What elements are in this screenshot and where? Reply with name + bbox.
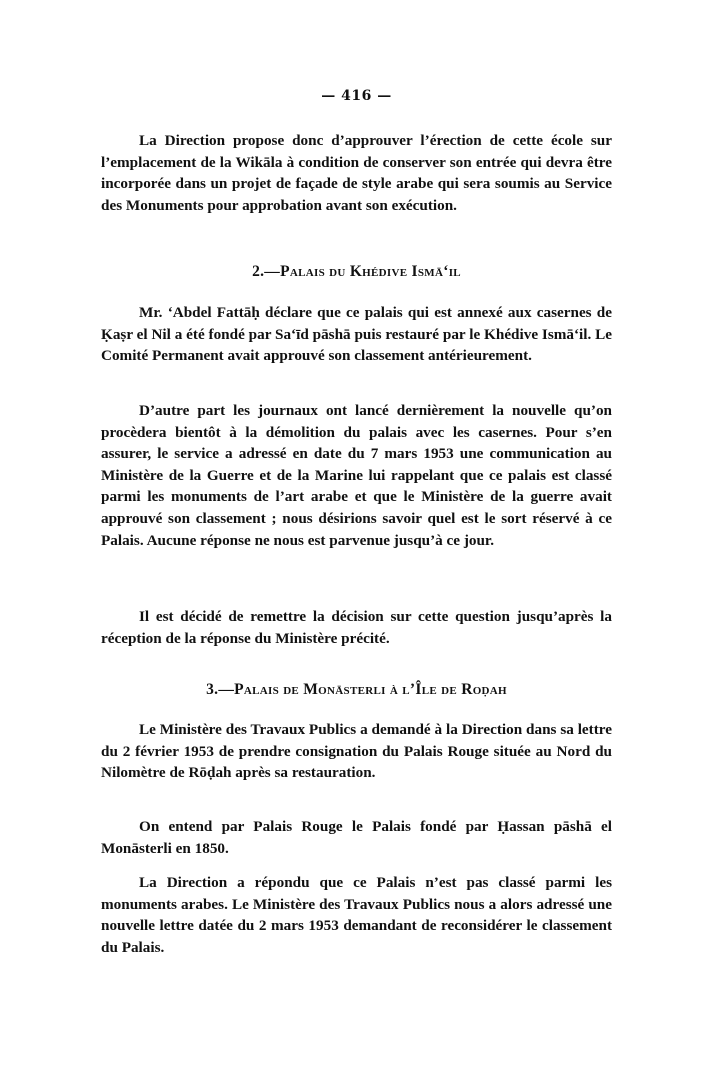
paragraph-abdel-fattah: Mr. ‘Abdel Fattāḥ déclare que ce palais qui est annexé aux casernes de Ḳaṣr el Nil a été fondé par Sa‘īd pāshā puis restauré par le Khédive Ismā‘il. Le Comité Permanent avait approuvé son classement antérieurement. bbox=[101, 304, 612, 365]
paragraph-decision: Il est décidé de remettre la décision sur cette question jusqu’après la réception de la réponse du Ministère précité. bbox=[101, 608, 612, 647]
page-number: — 416 — bbox=[321, 88, 392, 104]
heading-palais-khedive: 2.—Palais du Khédive Ismā‘il bbox=[252, 263, 461, 280]
paragraph-palais-rouge: On entend par Palais Rouge le Palais fondé par Ḥassan pāshā el Monāsterli en 1850. bbox=[101, 818, 612, 857]
heading-palais-monasterli: 3.—Palais de Monāsterli à l’Île de Roḍah bbox=[206, 681, 507, 698]
paragraph-direction-reponse: La Direction a répondu que ce Palais n’est pas classé parmi les monuments arabes. Le Ministère des Travaux Publics nous a alors adressé une nouvelle lettre datée du 2 mars 1953 demandant de reconsidérer le classement du Palais. bbox=[101, 874, 612, 956]
paragraph-wikala: La Direction propose donc d’approuver l’érection de cette école sur l’emplacement de la Wikāla à condition de conserver son entrée qui devra être incorporée dans un projet de façade de style arabe qui sera soumis au Service des Monuments pour approbation avant son exécution. bbox=[101, 132, 612, 214]
paragraph-journaux: D’autre part les journaux ont lancé dernièrement la nouvelle qu’on procèdera bientôt à la démolition du palais avec les casernes. Pour s’en assurer, le service a adressé en date du 7 mars 1953 une communication au Ministère de la Guerre et de la Marine lui rappelant que ce palais est classé parmi les monuments de l’art arabe et que le Ministère de la guerre avait approuvé son classement ; nous désirions savoir quel est le sort réservé à ce Palais. Aucune réponse ne nous est parvenue jusqu’à ce jour. bbox=[101, 402, 612, 549]
paragraph-travaux-publics: Le Ministère des Travaux Publics a demandé à la Direction dans sa lettre du 2 février 1953 de prendre consignation du Palais Rouge située au Nord du Nilomètre de Rōḍah après sa restauration. bbox=[101, 721, 612, 782]
